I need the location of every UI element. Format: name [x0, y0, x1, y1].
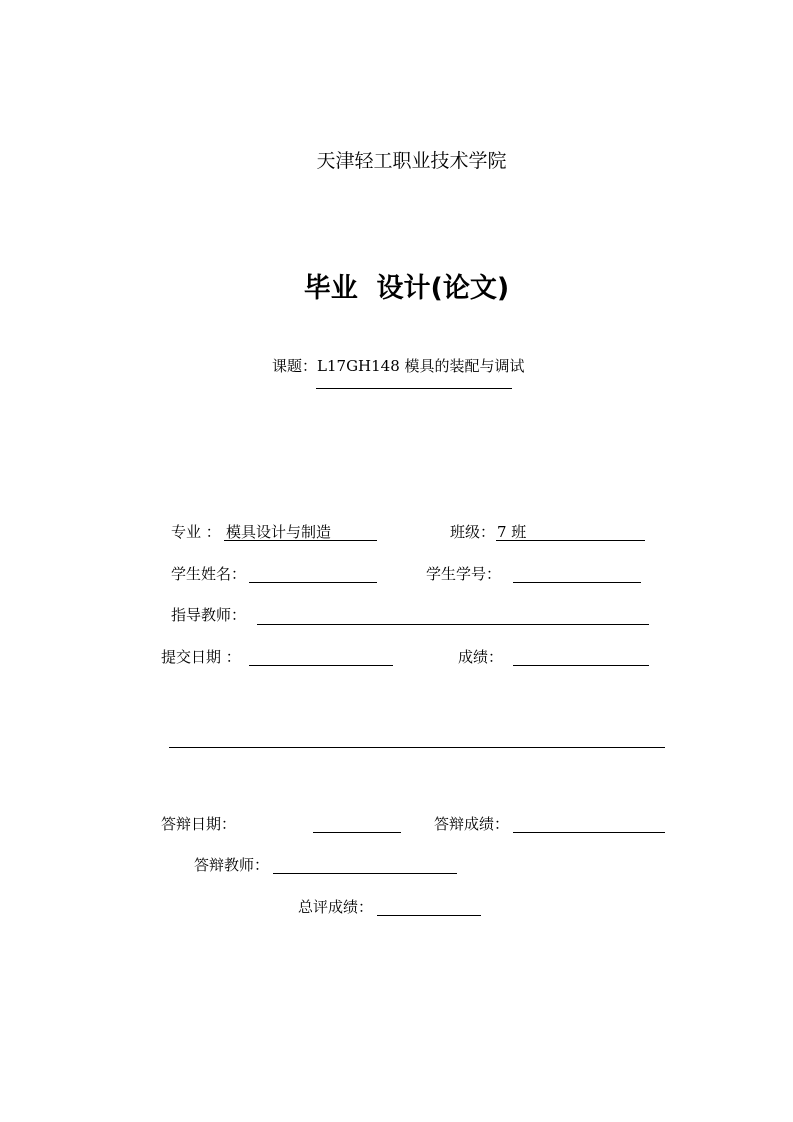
major-label: 专业 ：	[171, 523, 221, 541]
major-underline	[224, 540, 377, 541]
submit-date-label: 提交日期 ：	[161, 648, 241, 666]
advisor-underline	[257, 624, 649, 625]
section-divider	[169, 747, 665, 748]
topic-value: L17GH148 模具的装配与调试	[317, 357, 525, 375]
overall-grade-underline	[377, 915, 481, 916]
defense-date-underline	[313, 832, 401, 833]
student-name-underline	[249, 582, 377, 583]
topic-field	[272, 356, 525, 376]
class-value: 7 班	[497, 523, 527, 541]
student-id-label: 学生学号：	[426, 565, 502, 583]
student-id-underline	[513, 582, 641, 583]
defense-date-label: 答辩日期：	[161, 815, 237, 833]
topic-underline	[316, 388, 512, 389]
submit-date-underline	[249, 665, 393, 666]
class-label: 班级：	[450, 523, 496, 541]
advisor-label: 指导教师：	[171, 606, 247, 624]
institution-name: 天津轻工职业技术学院	[316, 150, 507, 172]
grade-underline	[513, 665, 649, 666]
student-name-label: 学生姓名：	[171, 565, 247, 583]
class-underline	[496, 540, 645, 541]
document-title: 毕业 设计(论文)	[303, 273, 510, 304]
defense-teacher-label: 答辩教师：	[194, 856, 270, 874]
defense-grade-label: 答辩成绩：	[434, 815, 510, 833]
topic-label: 课题：	[272, 357, 318, 375]
defense-grade-underline	[513, 832, 665, 833]
overall-grade-label: 总评成绩：	[298, 898, 374, 916]
major-value: 模具设计与制造	[226, 523, 332, 541]
defense-teacher-underline	[273, 873, 457, 874]
grade-label: 成绩：	[458, 648, 504, 666]
